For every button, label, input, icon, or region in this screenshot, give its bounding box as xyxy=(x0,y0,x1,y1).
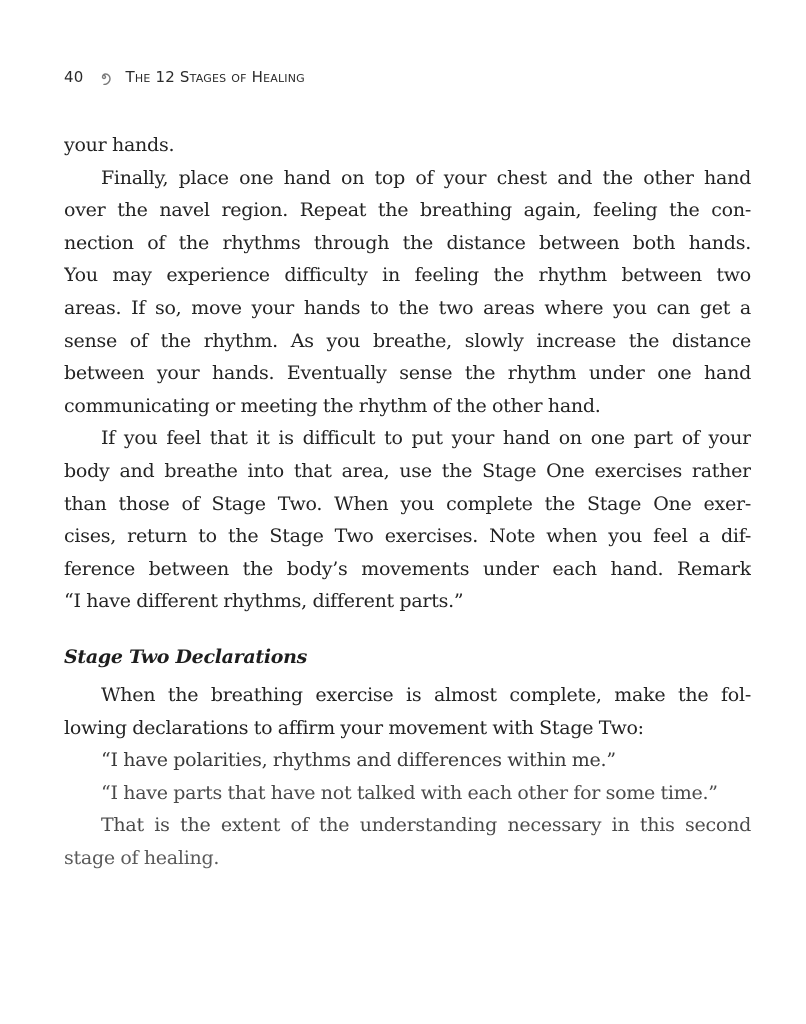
text-line: body and breathe into that area, use the Stage One exercises rather xyxy=(64,459,751,482)
text-line: your hands. xyxy=(64,134,175,156)
section-text xyxy=(64,679,751,875)
running-head xyxy=(64,66,305,88)
text-line: sense of the rhythm. As you breathe, slowly increase the distance xyxy=(64,329,751,352)
text-line: That is the extent of the understanding necessary in this second xyxy=(101,814,751,837)
text-line: You may experience difficulty in feeling the rhythm between two xyxy=(64,264,751,287)
text-line: communicating or meeting the rhythm of the other hand. xyxy=(64,394,601,417)
book-title: The 12 Stages of Healing xyxy=(125,68,305,86)
text-line: than those of Stage Two. When you complete the Stage One exer- xyxy=(64,492,751,515)
text-line: between your hands. Eventually sense the rhythm under one hand xyxy=(64,362,751,385)
text-line: areas. If so, move your hands to the two areas where you can get a xyxy=(64,296,751,319)
text-line: stage of healing. xyxy=(64,846,220,869)
text-line: over the navel region. Repeat the breathing again, feeling the con- xyxy=(64,199,751,222)
text-line: cises, return to the Stage Two exercises. Note when you feel a dif- xyxy=(64,525,751,548)
section-heading: Stage Two Declarations xyxy=(64,646,308,668)
text-line: “I have different rhythms, different parts.” xyxy=(64,590,464,613)
text-line: When the breathing exercise is almost complete, make the fol- xyxy=(101,684,751,706)
text-line: ference between the body’s movements under each hand. Remark xyxy=(64,557,751,580)
body-text xyxy=(64,129,751,618)
spiral-ornament-icon xyxy=(96,69,112,85)
text-line: Finally, place one hand on top of your chest and the other hand xyxy=(101,166,751,189)
declaration-line: “I have polarities, rhythms and differences within me.” xyxy=(101,749,616,772)
page-number: 40 xyxy=(64,68,84,86)
text-line: nection of the rhythms through the distance between both hands. xyxy=(64,231,751,254)
text-line: If you feel that it is difficult to put your hand on one part of your xyxy=(101,427,751,450)
text-line: lowing declarations to affirm your movement with Stage Two: xyxy=(64,716,644,739)
declaration-line: “I have parts that have not talked with each other for some time.” xyxy=(101,781,718,804)
